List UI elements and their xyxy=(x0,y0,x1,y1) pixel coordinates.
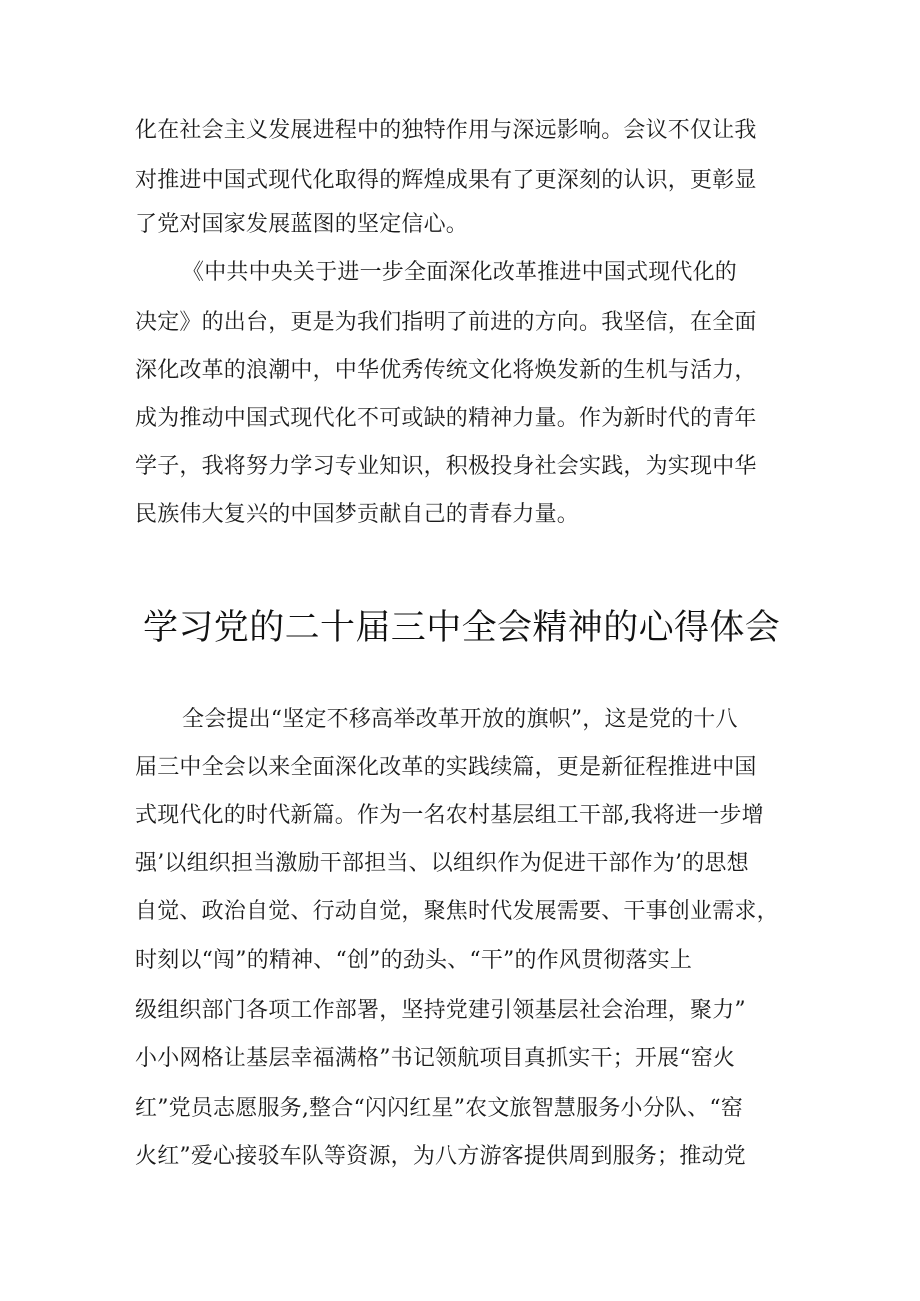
paragraph-line: 《中共中央关于进一步全面深化改革推进中国式现代化的 xyxy=(182,260,738,285)
paragraph-line: 届三中全会以来全面深化改革的实践续篇，更是新征程推进中国 xyxy=(135,755,757,780)
paragraph-line: 小小网格让基层幸福满格”书记领航项目真抓实干；开展“窑火 xyxy=(135,1046,736,1071)
paragraph-line: 成为推动中国式现代化不可或缺的精神力量。作为新时代的青年 xyxy=(135,406,757,431)
paragraph-line: 时刻以“闯”的精神、“创”的劲头、“干”的作风贯彻落实上 xyxy=(135,948,693,973)
paragraph-line: 强’以组织担当激励干部担当、以组织作为促进干部作为’的思想 xyxy=(135,851,749,876)
paragraph-line: 级组织部门各项工作部署，坚持党建引领基层社会治理，聚力” xyxy=(135,998,746,1023)
paragraph-line: 决定》的出台，更是为我们指明了前进的方向。我坚信，在全面 xyxy=(135,310,757,335)
paragraph-line: 学子，我将努力学习专业知识，积极投身社会实践，为实现中华 xyxy=(135,454,757,479)
section-heading: 学习党的二十届三中全会精神的心得体会 xyxy=(143,608,781,648)
paragraph-line: 对推进中国式现代化取得的辉煌成果有了更深刻的认识，更彰显 xyxy=(135,168,757,193)
paragraph-line: 自觉、政治自觉、行动自觉，聚焦时代发展需要、干事创业需求， xyxy=(135,899,779,924)
paragraph-line: 深化改革的浪潮中，中华优秀传统文化将焕发新的生机与活力， xyxy=(135,358,757,383)
paragraph-line: 火红”爱心接驳车队等资源，为八方游客提供周到服务；推动党 xyxy=(135,1144,746,1169)
paragraph-line: 化在社会主义发展进程中的独特作用与深远影响。会议不仅让我 xyxy=(135,118,757,143)
paragraph-line: 全会提出“坚定不移高举改革开放的旗帜”，这是党的十八 xyxy=(182,707,738,732)
paragraph-line: 了党对国家发展蓝图的坚定信心。 xyxy=(135,212,469,237)
paragraph-line: 红”党员志愿服务,整合“闪闪红星”农文旅智慧服务小分队、“窑 xyxy=(135,1096,743,1121)
paragraph-line: 式现代化的时代新篇。作为一名农村基层组工干部,我将进一步增 xyxy=(135,803,764,828)
paragraph-line: 民族伟大复兴的中国梦贡献自己的青春力量。 xyxy=(135,502,580,527)
